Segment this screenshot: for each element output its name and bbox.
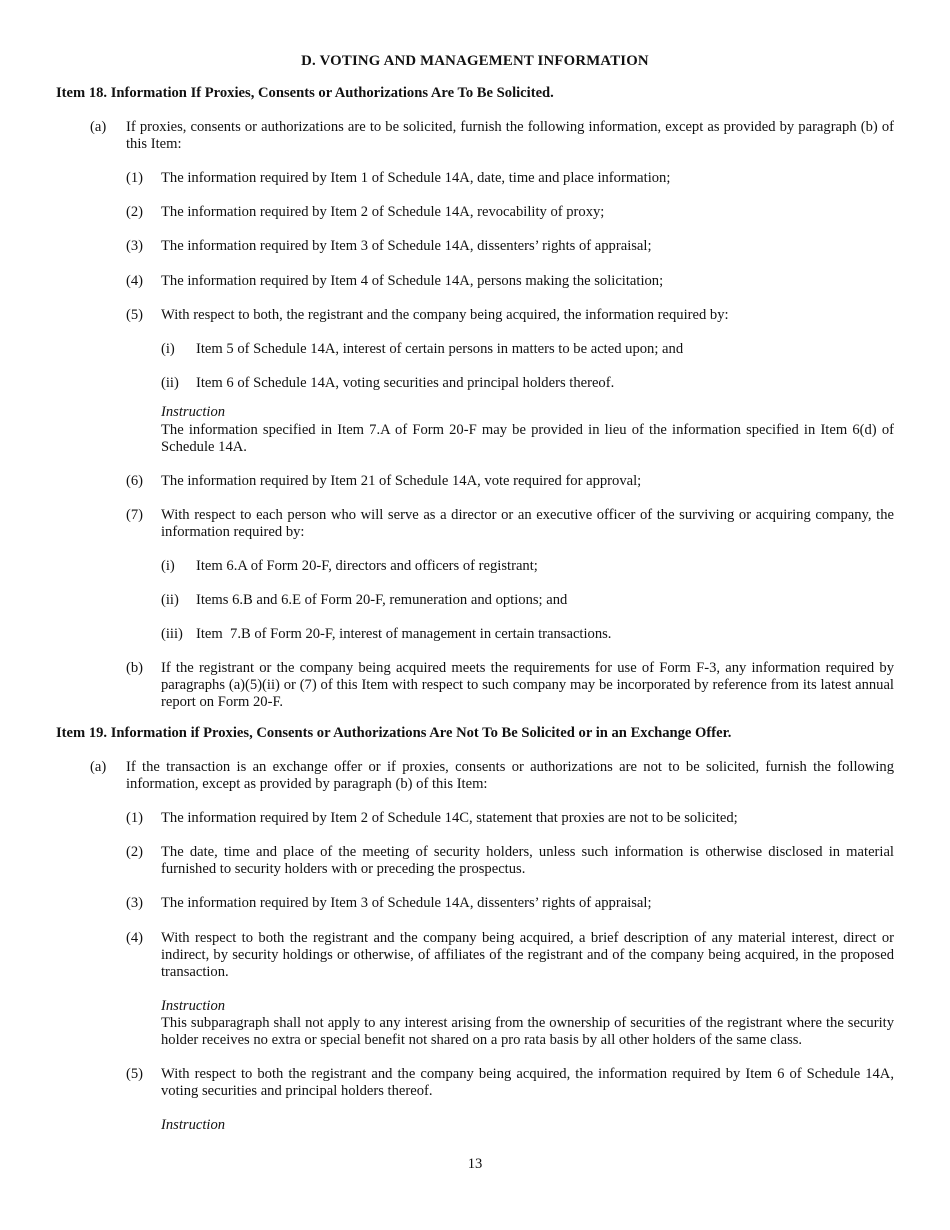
item-18-a5-ii-label: (ii): [161, 375, 179, 391]
item-19-a3-text: The information required by Item 3 of Schedule 14A, dissenters’ rights of appraisal;: [161, 895, 652, 911]
page-number: 13: [467, 1156, 483, 1172]
item-19-a5-text: With respect to both the registrant and the company being acquired, the information required by Item 6 of Schedule 14A, voting securities and principal holders thereof.: [161, 1066, 894, 1099]
item-18-a7-i-label: (i): [161, 558, 175, 574]
item-19-heading: Item 19. Information if Proxies, Consents or Authorizations Are Not To Be Solicited or in an Exchange Offer.: [56, 725, 732, 741]
item-18-a5-i-label: (i): [161, 341, 175, 357]
item-18-a6-label: (6): [126, 473, 144, 489]
item-18-a5-text: With respect to both, the registrant and the company being acquired, the information required by:: [161, 307, 729, 323]
item-18-a5-label: (5): [126, 307, 144, 323]
item-18-a3-label: (3): [126, 238, 144, 254]
item-19-a4-text: With respect to both the registrant and the company being acquired, a brief description of any material interest, direct or indirect, by security holdings or otherwise, of affiliates of the registrant and of the company being acquired, in the proposed transaction.: [161, 930, 894, 980]
item-19-a1-label: (1): [126, 810, 144, 826]
item-18-a7-text: With respect to each person who will serve as a director or an executive officer of the surviving or acquiring company, the information required by:: [161, 507, 894, 540]
item-19-a1-text: The information required by Item 2 of Schedule 14C, statement that proxies are not to be solicited;: [161, 810, 738, 826]
item-18-a-text: If proxies, consents or authorizations are to be solicited, furnish the following information, except as provided by paragraph (b) of this Item:: [126, 119, 894, 152]
item-18-b-text: If the registrant or the company being acquired meets the requirements for use of Form F-3, any information required by paragraphs (a)(5)(ii) or (7) of this Item with respect to such company may be incorporated by reference from its latest annual report on Form 20-F.: [161, 660, 894, 710]
item-18-a4-label: (4): [126, 273, 144, 289]
item-18-a5-i-text: Item 5 of Schedule 14A, interest of certain persons in matters to be acted upon; and: [196, 341, 684, 357]
item-19-a5-instruction-title: Instruction: [161, 1117, 226, 1133]
item-18-a2-text: The information required by Item 2 of Schedule 14A, revocability of proxy;: [161, 204, 605, 220]
item-19-a-text: If the transaction is an exchange offer or if proxies, consents or authorizations are not to be solicited, furnish the following information, except as provided by paragraph (b) of this Item:: [126, 759, 894, 792]
section-title: D. VOTING AND MANAGEMENT INFORMATION: [301, 53, 649, 69]
item-18-heading: Item 18. Information If Proxies, Consents or Authorizations Are To Be Solicited.: [56, 85, 554, 101]
item-19-a4-label: (4): [126, 930, 144, 946]
item-18-a2-label: (2): [126, 204, 144, 220]
item-19-a3-label: (3): [126, 895, 144, 911]
item-19-a2-text: The date, time and place of the meeting of security holders, unless such information is otherwise disclosed in material furnished to security holders with or preceding the prospectus.: [161, 844, 894, 877]
item-19-a-label: (a): [90, 759, 107, 775]
item-18-a1-text: The information required by Item 1 of Schedule 14A, date, time and place information;: [161, 170, 671, 186]
document-page: [56, 0, 894, 1230]
item-19-a2-label: (2): [126, 844, 144, 860]
item-18-a5-ii-text: Item 6 of Schedule 14A, voting securities and principal holders thereof.: [196, 375, 615, 391]
item-18-a4-text: The information required by Item 4 of Schedule 14A, persons making the solicitation;: [161, 273, 664, 289]
item-18-a7-iii-label: (iii): [161, 626, 183, 642]
item-18-instruction-text: The information specified in Item 7.A of Form 20-F may be provided in lieu of the information specified in Item 6(d) of Schedule 14A.: [161, 422, 894, 455]
item-18-a7-label: (7): [126, 507, 144, 523]
item-18-a6-text: The information required by Item 21 of Schedule 14A, vote required for approval;: [161, 473, 642, 489]
item-18-a7-iii-text: Item 7.B of Form 20-F, interest of management in certain transactions.: [196, 626, 612, 642]
item-19-a4-instruction-text: This subparagraph shall not apply to any interest arising from the ownership of securities of the registrant where the security holder receives no extra or special benefit not shared on a pro rata basis by all other holders of the same class.: [161, 1015, 894, 1048]
item-18-a7-ii-text: Items 6.B and 6.E of Form 20-F, remuneration and options; and: [196, 592, 568, 608]
item-18-a7-i-text: Item 6.A of Form 20-F, directors and officers of registrant;: [196, 558, 538, 574]
item-18-a-label: (a): [90, 119, 107, 135]
item-18-a7-ii-label: (ii): [161, 592, 179, 608]
item-19-a5-label: (5): [126, 1066, 144, 1082]
item-18-a3-text: The information required by Item 3 of Schedule 14A, dissenters’ rights of appraisal;: [161, 238, 652, 254]
item-18-b-label: (b): [126, 660, 144, 676]
item-18-a1-label: (1): [126, 170, 144, 186]
item-19-a4-instruction-title: Instruction: [161, 998, 226, 1014]
item-18-instruction-title: Instruction: [161, 404, 226, 420]
